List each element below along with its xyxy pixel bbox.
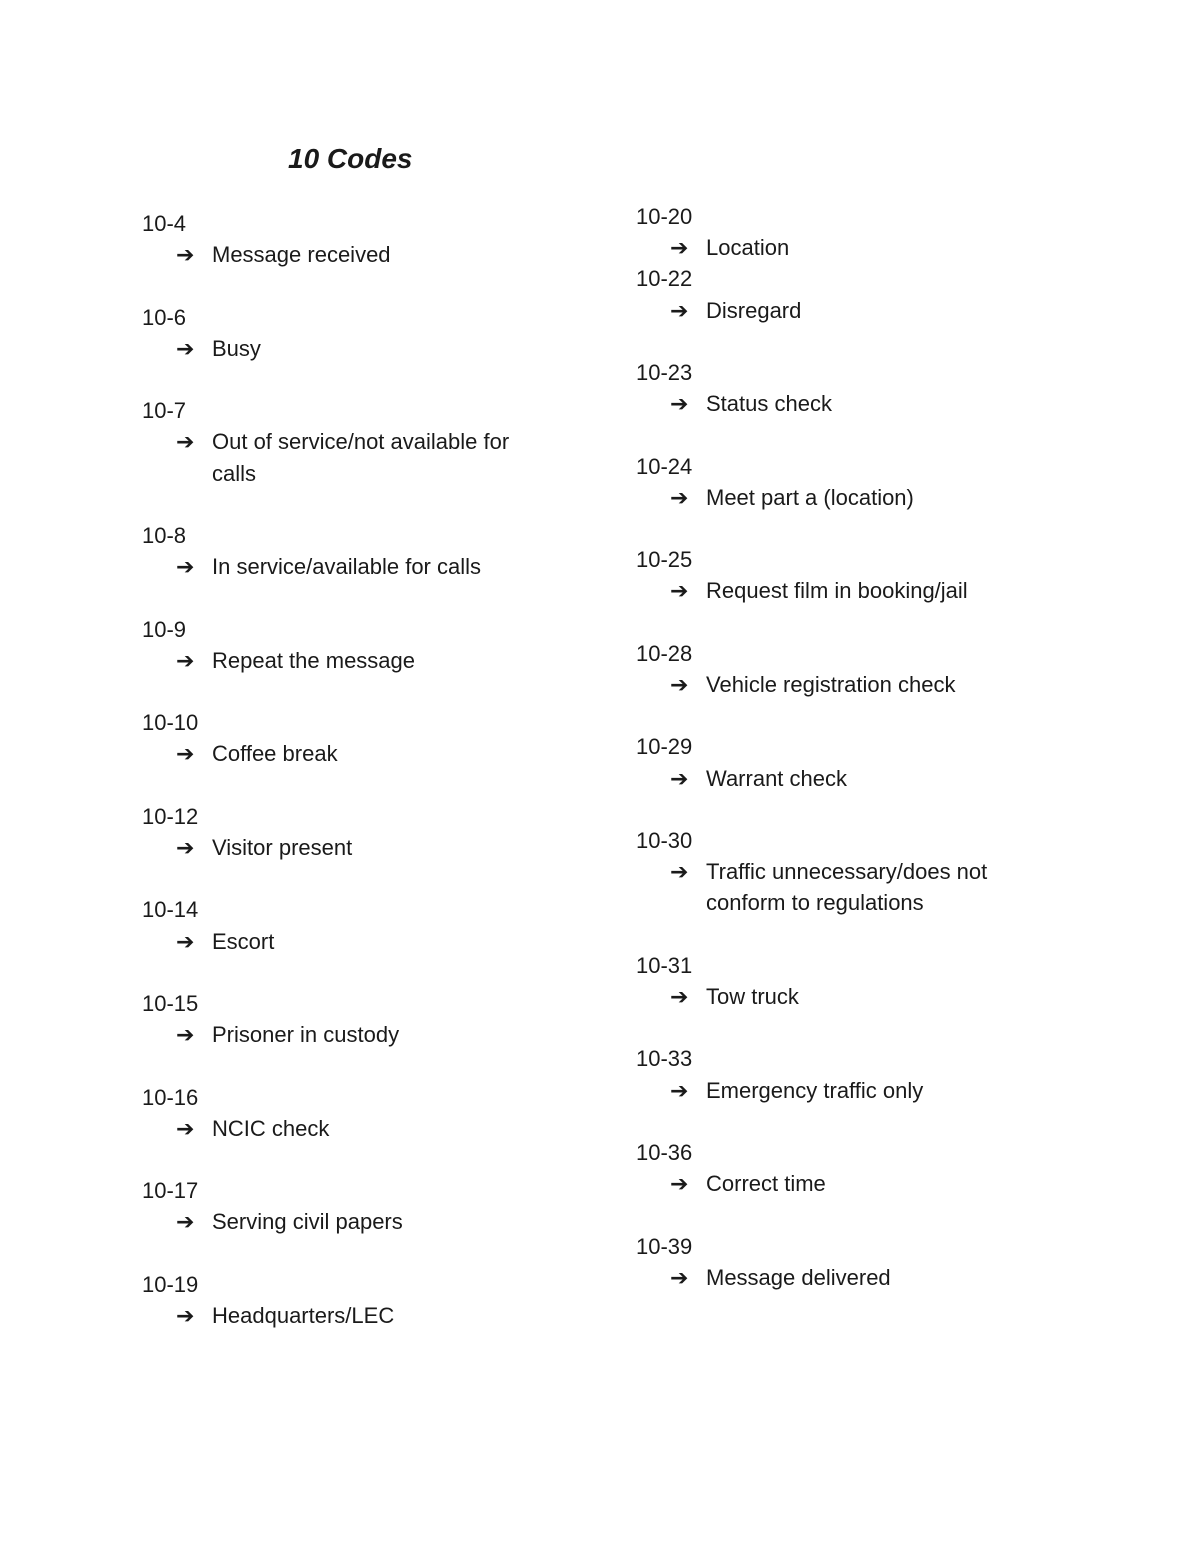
code-meaning xyxy=(176,738,562,769)
arrow-icon: ➔ xyxy=(670,484,689,510)
code-number: 10-24 xyxy=(636,453,693,479)
code-entry xyxy=(636,731,1056,793)
code-entry xyxy=(142,707,562,769)
meaning-text: NCIC check xyxy=(212,1115,330,1141)
code-number: 10-22 xyxy=(636,266,693,292)
code-number: 10-10 xyxy=(142,710,199,736)
arrow-icon: ➔ xyxy=(670,235,689,261)
meaning-text: Message delivered xyxy=(706,1264,891,1290)
arrow-icon: ➔ xyxy=(176,1022,195,1048)
code-entry xyxy=(636,201,1056,263)
meaning-text: Correct time xyxy=(706,1171,826,1197)
code-number: 10-19 xyxy=(142,1271,199,1297)
code-number: 10-31 xyxy=(636,952,693,978)
code-number: 10-29 xyxy=(636,734,693,760)
code-meaning xyxy=(670,1075,1056,1106)
meaning-text: Warrant check xyxy=(706,765,848,791)
code-entry xyxy=(636,1231,1056,1293)
code-number: 10-16 xyxy=(142,1084,199,1110)
arrow-icon: ➔ xyxy=(670,765,689,791)
code-meaning xyxy=(176,926,562,957)
code-entry xyxy=(142,208,562,270)
code-meaning xyxy=(176,645,562,676)
code-entry xyxy=(636,1043,1056,1105)
code-entry xyxy=(142,520,562,582)
code-entry xyxy=(636,638,1056,700)
arrow-icon: ➔ xyxy=(176,242,195,268)
code-number: 10-12 xyxy=(142,803,199,829)
code-number: 10-4 xyxy=(142,211,187,236)
code-meaning xyxy=(670,575,1056,606)
code-meaning xyxy=(176,333,562,364)
code-entry xyxy=(636,263,1056,325)
code-meaning xyxy=(176,1300,562,1331)
code-entry xyxy=(142,395,562,489)
code-entry xyxy=(636,825,1056,919)
code-number: 10-25 xyxy=(636,547,693,573)
arrow-icon: ➔ xyxy=(176,1115,195,1141)
arrow-icon: ➔ xyxy=(670,1264,689,1290)
code-entry xyxy=(636,451,1056,513)
code-entry xyxy=(142,988,562,1050)
code-meaning xyxy=(176,1019,562,1050)
code-meaning xyxy=(670,669,1056,700)
code-meaning xyxy=(670,1262,1056,1293)
meaning-text: Headquarters/LEC xyxy=(212,1302,395,1328)
meaning-text: Vehicle registration check xyxy=(706,671,956,697)
code-meaning xyxy=(670,981,1056,1012)
meaning-text: Escort xyxy=(212,928,275,954)
code-entry xyxy=(142,614,562,676)
meaning-text: Visitor present xyxy=(212,834,353,860)
arrow-icon: ➔ xyxy=(176,928,195,954)
code-number: 10-6 xyxy=(142,304,187,330)
code-number: 10-33 xyxy=(636,1046,693,1072)
meaning-text: Meet part a (location) xyxy=(706,484,914,510)
code-number: 10-9 xyxy=(142,616,187,642)
code-meaning xyxy=(670,763,1056,794)
code-entry xyxy=(142,1175,562,1237)
arrow-icon: ➔ xyxy=(670,859,689,885)
arrow-icon: ➔ xyxy=(670,671,689,697)
arrow-icon: ➔ xyxy=(176,834,195,860)
arrow-icon: ➔ xyxy=(670,983,689,1009)
meaning-text: Request film in booking/jail xyxy=(706,578,968,604)
meaning-text: Serving civil papers xyxy=(212,1209,403,1235)
arrow-icon: ➔ xyxy=(670,578,689,604)
code-number: 10-30 xyxy=(636,827,693,853)
arrow-icon: ➔ xyxy=(176,335,195,361)
arrow-icon: ➔ xyxy=(176,554,195,580)
code-number: 10-39 xyxy=(636,1233,693,1259)
arrow-icon: ➔ xyxy=(670,1171,689,1197)
code-entry xyxy=(142,801,562,863)
meaning-text: In service/available for calls xyxy=(212,554,482,580)
meaning-text: Tow truck xyxy=(706,983,799,1009)
meaning-text: Repeat the message xyxy=(212,647,416,673)
code-number: 10-28 xyxy=(636,640,693,666)
meaning-text: Status check xyxy=(706,391,832,417)
code-entry xyxy=(142,1269,562,1331)
code-meaning xyxy=(670,295,1056,326)
meaning-text: Busy xyxy=(212,335,261,361)
code-number: 10-17 xyxy=(142,1178,199,1204)
right-code-column xyxy=(636,201,1056,1293)
meaning-text: Location xyxy=(706,235,790,261)
code-meaning xyxy=(176,1113,562,1144)
code-entry xyxy=(636,357,1056,419)
code-meaning xyxy=(670,482,1056,513)
arrow-icon: ➔ xyxy=(670,1077,689,1103)
arrow-icon: ➔ xyxy=(176,429,195,455)
code-number: 10-15 xyxy=(142,990,199,1016)
arrow-icon: ➔ xyxy=(670,297,689,323)
meaning-text: Disregard xyxy=(706,297,802,323)
page-title: 10 Codes xyxy=(288,143,413,174)
code-meaning xyxy=(670,1168,1056,1199)
code-meaning xyxy=(176,426,562,488)
meaning-text: Message received xyxy=(212,242,391,268)
arrow-icon: ➔ xyxy=(176,1302,195,1328)
code-number: 10-7 xyxy=(142,398,187,424)
arrow-icon: ➔ xyxy=(176,1209,195,1235)
meaning-text: Coffee break xyxy=(212,741,338,767)
code-entry xyxy=(636,544,1056,606)
code-number: 10-23 xyxy=(636,360,693,385)
code-entry xyxy=(636,950,1056,1012)
meaning-text: Prisoner in custody xyxy=(212,1022,400,1048)
arrow-icon: ➔ xyxy=(670,391,689,417)
code-number: 10-36 xyxy=(636,1139,693,1165)
code-meaning xyxy=(176,551,562,582)
meaning-text: Out of service/not available for calls xyxy=(212,429,510,486)
arrow-icon: ➔ xyxy=(176,741,195,767)
code-number: 10-8 xyxy=(142,522,187,548)
code-entry xyxy=(142,894,562,956)
code-meaning xyxy=(176,239,562,270)
code-entry xyxy=(636,1137,1056,1199)
code-entry xyxy=(142,302,562,364)
meaning-text: Traffic unnecessary/does not conform to regulations xyxy=(706,859,988,916)
code-number: 10-14 xyxy=(142,897,199,923)
code-entry xyxy=(142,1082,562,1144)
arrow-icon: ➔ xyxy=(176,647,195,673)
meaning-text: Emergency traffic only xyxy=(706,1077,924,1103)
code-meaning xyxy=(176,1206,562,1237)
code-meaning xyxy=(176,832,562,863)
code-meaning xyxy=(670,388,1056,419)
code-meaning xyxy=(670,232,1056,263)
code-meaning xyxy=(670,856,1056,918)
code-number: 10-20 xyxy=(636,204,693,229)
left-code-column xyxy=(142,208,562,1331)
